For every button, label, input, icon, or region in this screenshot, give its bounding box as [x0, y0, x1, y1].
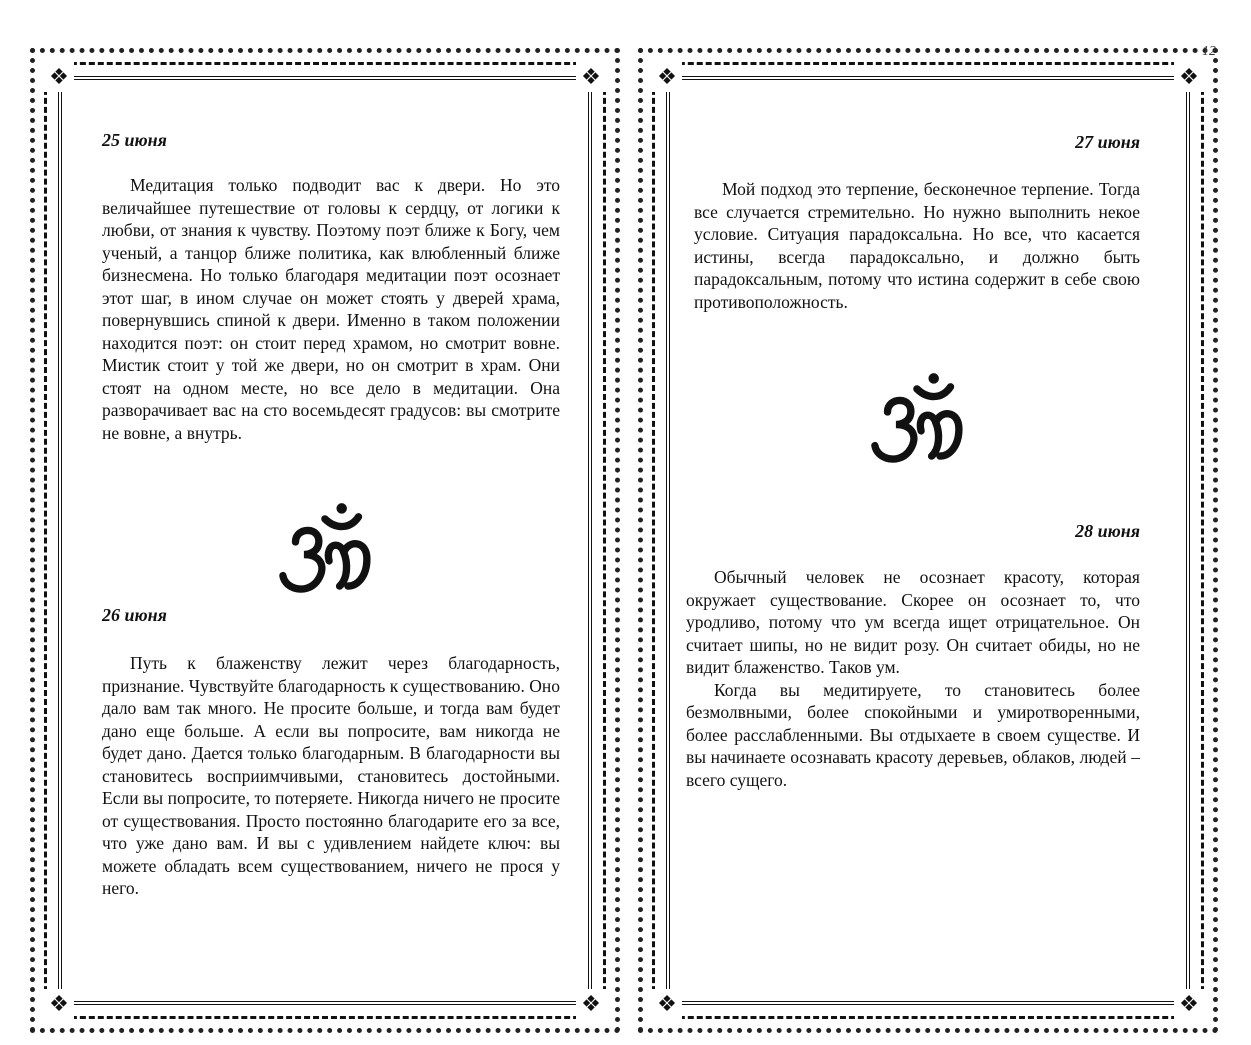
entry-text [102, 174, 560, 444]
corner-ornament-icon: ❖ [44, 989, 74, 1019]
corner-ornament-icon: ❖ [1174, 989, 1204, 1019]
paragraph: Мой подход это терпение, бесконечное терпение. Тогда все случается стремительно. Но нужно выполнить некое условие. Ситуация парадоксальна. Но все, что касается истины, всегда парадоксально, и должно быть парадоксальным, потому что истина содержит в себе свою противоположность. [694, 179, 1140, 312]
paragraph: Путь к блаженству лежит через благодарность, признание. Чувствуйте благодарность к существованию. Оно дало вам так много. Не просите больше, и тогда вам будет дано еще больше. А если вы попросите, вам никогда не будет дано. Дается только благодарным. В благодарности вы становитесь восприимчивыми, становитесь достойными. Если вы попросите, то потеряете. Никогда ничего не просите от существования. Просто постоянно благодарите его за все, что уже дано вам. И вы с удивлением найдете ключ: вы можете обладать всем существованием, ничего не прося у него. [102, 653, 560, 898]
page-number: 12 [1202, 44, 1216, 59]
entry-text [686, 566, 1140, 791]
entry-text [102, 652, 560, 900]
entry-date: 28 июня [1075, 521, 1140, 541]
entry-date: 27 июня [1075, 132, 1140, 152]
left-page [30, 48, 620, 1033]
corner-ornament-icon: ❖ [44, 62, 74, 92]
corner-ornament-icon: ❖ [652, 989, 682, 1019]
corner-ornament-icon: ❖ [1174, 62, 1204, 92]
corner-ornament-icon: ❖ [652, 62, 682, 92]
corner-ornament-icon: ❖ [576, 989, 606, 1019]
corner-ornament-icon: ❖ [576, 62, 606, 92]
right-page [638, 44, 1218, 1033]
om-symbol-icon [272, 500, 382, 605]
paragraph: Когда вы медитируете, то становитесь более безмолвными, более спокойными и умиротворенными, более расслабленными. Вы отдыхаете в своем существе. И вы начинаете осознавать красоту деревьев, облаков, людей – всего сущего. [686, 679, 1140, 790]
entry-date: 25 июня [102, 130, 167, 150]
entry-date: 26 июня [102, 605, 167, 625]
entry-text [694, 178, 1140, 313]
om-symbol-icon [864, 370, 974, 475]
paragraph: Медитация только подводит вас к двери. Но это величайшее путешествие от головы к сердцу, от логики к любви, от знания к чувству. Поэтому поэт ближе к Богу, чем ученый, а танцор ближе политика, как влюбленный ближе бизнесмена. Но только благодаря медитации поэт осознает этот шаг, в ином случае он может стоять у дверей храма, повернувшись спиной к двери. Именно в таком положении находится поэт: он стоит перед храмом, но смотрит вовне. Мистик стоит у той же двери, но он смотрит в храм. Они стоят на одном месте, но все дело в медитации. Она разворачивает вас на сто восемьдесят градусов: вы смотрите не вовне, а внутрь. [102, 175, 560, 443]
paragraph: Обычный человек не осознает красоту, которая окружает существование. Скорее он осознает то, что уродливо, потому что ум всегда ищет отрицательное. Он считает шипы, но не видит розу. Он считает обиды, но не видит блаженство. Таков ум. [686, 567, 1140, 677]
